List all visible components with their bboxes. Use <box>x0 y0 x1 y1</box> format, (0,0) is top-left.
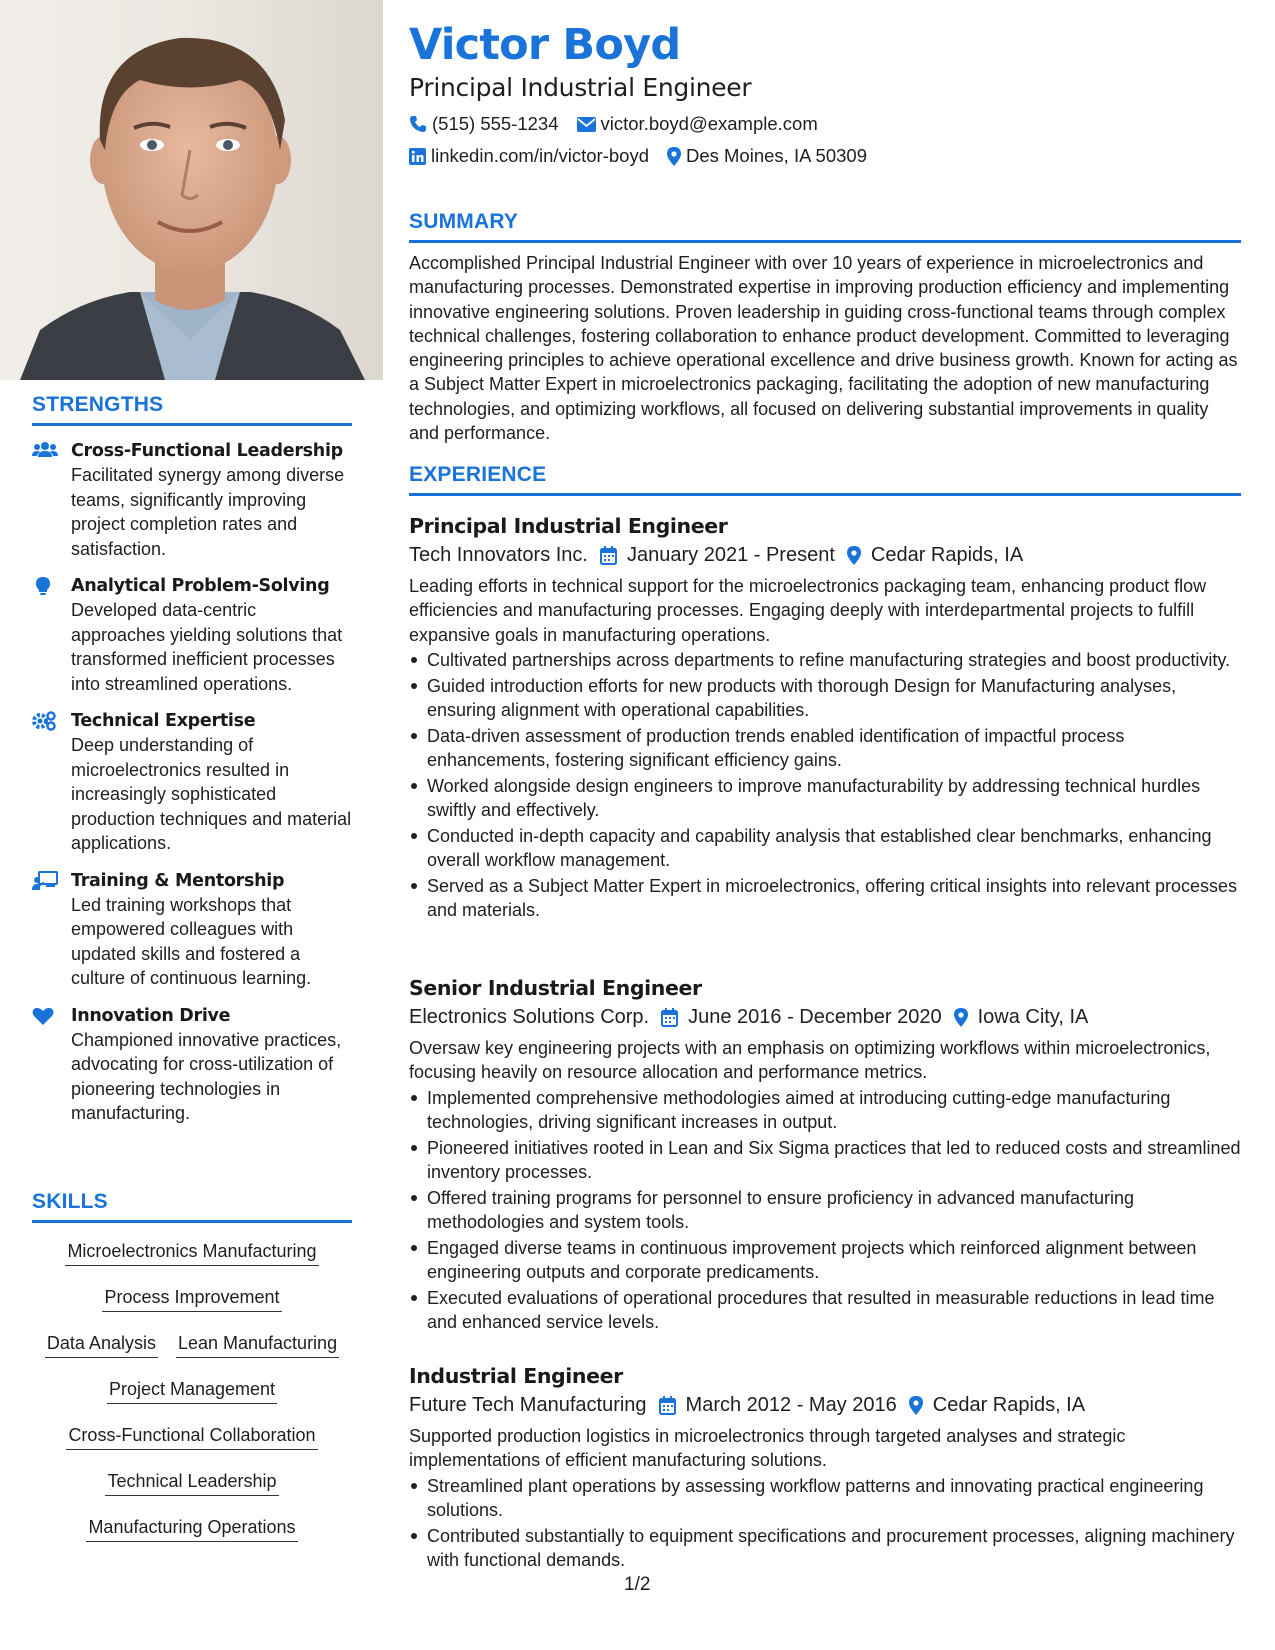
strength-item <box>32 709 352 856</box>
bullet-item: Executed evaluations of operational procedures that resulted in measurable reductions in lead time and enhanced service levels. <box>409 1286 1241 1335</box>
lightbulb-icon <box>32 576 58 596</box>
envelope-icon <box>577 117 596 132</box>
job-dates <box>661 1006 942 1029</box>
contact-row <box>409 145 885 167</box>
bullet-item: Pioneered initiatives rooted in Lean and Six Sigma practices that led to reduced costs and streamlined inventory processes. <box>409 1136 1241 1185</box>
skill-tag: Cross-Functional Collaboration <box>66 1423 317 1450</box>
skill-tag: Project Management <box>107 1377 277 1404</box>
location-text: Cedar Rapids, IA <box>870 544 1024 566</box>
strengths-section <box>32 393 352 1126</box>
experience-heading: EXPERIENCE <box>409 463 1241 496</box>
location-text: Des Moines, IA 50309 <box>685 145 867 166</box>
strength-desc: Facilitated synergy among diverse teams, significantly improving project completion rates and satisfaction. <box>71 465 345 559</box>
job-entry <box>409 976 1241 1336</box>
job-location <box>909 1394 1085 1417</box>
contact-row <box>409 113 836 135</box>
strength-item <box>32 439 352 561</box>
company-name: Future Tech Manufacturing <box>409 1394 647 1416</box>
phone-text: (515) 555-1234 <box>432 113 559 134</box>
bullet-item: Streamlined plant operations by assessing workflow patterns and innovating practical engineering solutions. <box>409 1474 1241 1523</box>
summary-section <box>409 210 1241 445</box>
map-pin-icon <box>909 1396 923 1415</box>
job-meta <box>409 1006 1241 1029</box>
job-description: Leading efforts in technical support for the microelectronics packaging team, enhancing product flow efficiencies and manufacturing processes. Engaging deeply with interdepartmental projects to fulfill expansive goals in manufacturing operations. <box>409 576 1207 645</box>
profile-photo <box>0 0 383 380</box>
job-bullets <box>409 1474 1241 1573</box>
skills-list <box>32 1239 352 1561</box>
linkedin-text: linkedin.com/in/victor-boyd <box>431 145 649 166</box>
job-location <box>954 1006 1089 1029</box>
bullet-item: Conducted in-depth capacity and capability analysis that established clear benchmarks, enhancing overall workflow management. <box>409 824 1241 873</box>
bullet-item: Contributed substantially to equipment specifications and procurement processes, aligning machinery with functional demands. <box>409 1524 1241 1573</box>
job-title: Senior Industrial Engineer <box>409 976 702 1000</box>
skill-tag: Technical Leadership <box>105 1469 278 1496</box>
strength-desc: Developed data-centric approaches yielding solutions that transformed inefficient processes into streamlined operations. <box>71 600 343 694</box>
calendar-icon <box>659 1396 676 1415</box>
dates-text: June 2016 - December 2020 <box>688 1006 942 1028</box>
job-location <box>847 544 1023 567</box>
strength-desc: Led training workshops that empowered colleagues with updated skills and fostered a culture of continuous learning. <box>71 894 312 988</box>
strength-item <box>32 869 352 991</box>
gears-icon <box>32 711 58 731</box>
job-dates <box>600 544 835 567</box>
location-contact <box>667 145 867 167</box>
strength-title: Technical Expertise <box>71 711 256 731</box>
strength-desc: Deep understanding of microelectronics resulted in increasingly sophisticated production techniques and material applications. <box>71 735 352 853</box>
skill-tag: Microelectronics Manufacturing <box>65 1239 318 1266</box>
job-meta <box>409 544 1241 567</box>
bullet-item: Engaged diverse teams in continuous improvement projects which reinforced alignment between engineering outputs and corporate predicaments. <box>409 1236 1241 1285</box>
strength-desc: Championed innovative practices, advocating for cross-utilization of pioneering technologies in manufacturing. <box>71 1029 342 1123</box>
summary-heading: SUMMARY <box>409 210 1241 243</box>
location-text: Iowa City, IA <box>977 1006 1089 1028</box>
strength-item <box>32 574 352 696</box>
skills-section <box>32 1190 352 1561</box>
strength-title: Training & Mentorship <box>71 870 285 891</box>
job-title: Industrial Engineer <box>409 1364 623 1388</box>
skill-tag: Lean Manufacturing <box>176 1331 339 1358</box>
phone-icon <box>409 115 427 133</box>
job-meta <box>409 1394 1241 1417</box>
strength-title: Cross-Functional Leadership <box>71 441 343 461</box>
strengths-heading: STRENGTHS <box>32 393 352 426</box>
email-contact[interactable] <box>577 113 818 135</box>
map-pin-icon <box>954 1008 968 1027</box>
experience-section <box>409 463 1241 496</box>
job-bullets <box>409 648 1241 923</box>
skill-tag: Process Improvement <box>102 1285 281 1312</box>
summary-text: Accomplished Principal Industrial Engineer with over 10 years of experience in microelectronics and manufacturing processes. Demonstrated expertise in improving production efficiency and implementing innovative engineering solutions. Proven leadership in guiding cross-functional teams through complex technical challenges, fostering collaboration to enhance product development. Committed to leveraging engineering principles to achieve operational excellence and drive business growth. Known for acting as a Subject Matter Expert in microelectronics packaging, facilitating the adoption of new manufacturing technologies, and optimizing workflows, all focused on delivering substantial improvements in quality and performance. <box>409 253 1238 444</box>
job-title: Principal Industrial Engineer <box>409 514 728 538</box>
company-name: Electronics Solutions Corp. <box>409 1006 650 1028</box>
candidate-name: Victor Boyd <box>409 20 681 70</box>
email-text: victor.boyd@example.com <box>600 113 818 134</box>
linkedin-icon <box>409 148 426 165</box>
map-pin-icon <box>847 546 861 565</box>
skill-tag: Data Analysis <box>45 1331 158 1358</box>
bullet-item: Worked alongside design engineers to improve manufacturability by addressing technical hurdles swiftly and effectively. <box>409 774 1241 823</box>
phone-contact[interactable] <box>409 113 559 135</box>
strength-title: Analytical Problem-Solving <box>71 576 330 596</box>
company-name: Tech Innovators Inc. <box>409 544 588 566</box>
job-description: Oversaw key engineering projects with an emphasis on optimizing workflows within microelectronics, focusing heavily on resource allocation and performance metrics. <box>409 1038 1211 1083</box>
dates-text: January 2021 - Present <box>626 544 835 566</box>
dates-text: March 2012 - May 2016 <box>685 1394 897 1416</box>
linkedin-contact[interactable] <box>409 145 649 167</box>
users-icon <box>32 441 58 461</box>
skill-tag: Manufacturing Operations <box>86 1515 297 1542</box>
job-dates <box>659 1394 897 1417</box>
job-entry <box>409 514 1241 924</box>
job-entry <box>409 1364 1241 1574</box>
teacher-board-icon <box>32 871 58 891</box>
bullet-item: Data-driven assessment of production trends enabled identification of impactful process enhancements, fostering significant efficiency gains. <box>409 724 1241 773</box>
job-description: Supported production logistics in microelectronics through targeted analyses and strategic implementations of efficient manufacturing solutions. <box>409 1426 1126 1471</box>
candidate-role: Principal Industrial Engineer <box>409 73 752 102</box>
bullet-item: Guided introduction efforts for new products with thorough Design for Manufacturing analyses, ensuring alignment with operational capabilities. <box>409 674 1241 723</box>
strength-item <box>32 1004 352 1126</box>
skills-heading: SKILLS <box>32 1190 352 1223</box>
page-indicator: 1/2 <box>624 1574 651 1595</box>
heart-icon <box>32 1006 58 1026</box>
bullet-item: Cultivated partnerships across departments to refine manufacturing strategies and boost productivity. <box>409 648 1241 672</box>
calendar-icon <box>661 1008 678 1027</box>
strength-title: Innovation Drive <box>71 1005 231 1026</box>
map-pin-icon <box>667 147 681 166</box>
bullet-item: Offered training programs for personnel to ensure proficiency in advanced manufacturing methodologies and system tools. <box>409 1186 1241 1235</box>
calendar-icon <box>600 546 617 565</box>
bullet-item: Served as a Subject Matter Expert in microelectronics, offering critical insights into relevant processes and materials. <box>409 874 1241 923</box>
location-text: Cedar Rapids, IA <box>932 1394 1086 1416</box>
job-bullets <box>409 1086 1241 1335</box>
bullet-item: Implemented comprehensive methodologies aimed at introducing cutting-edge manufacturing technologies, driving significant increases in output. <box>409 1086 1241 1135</box>
sidebar <box>0 0 383 1650</box>
